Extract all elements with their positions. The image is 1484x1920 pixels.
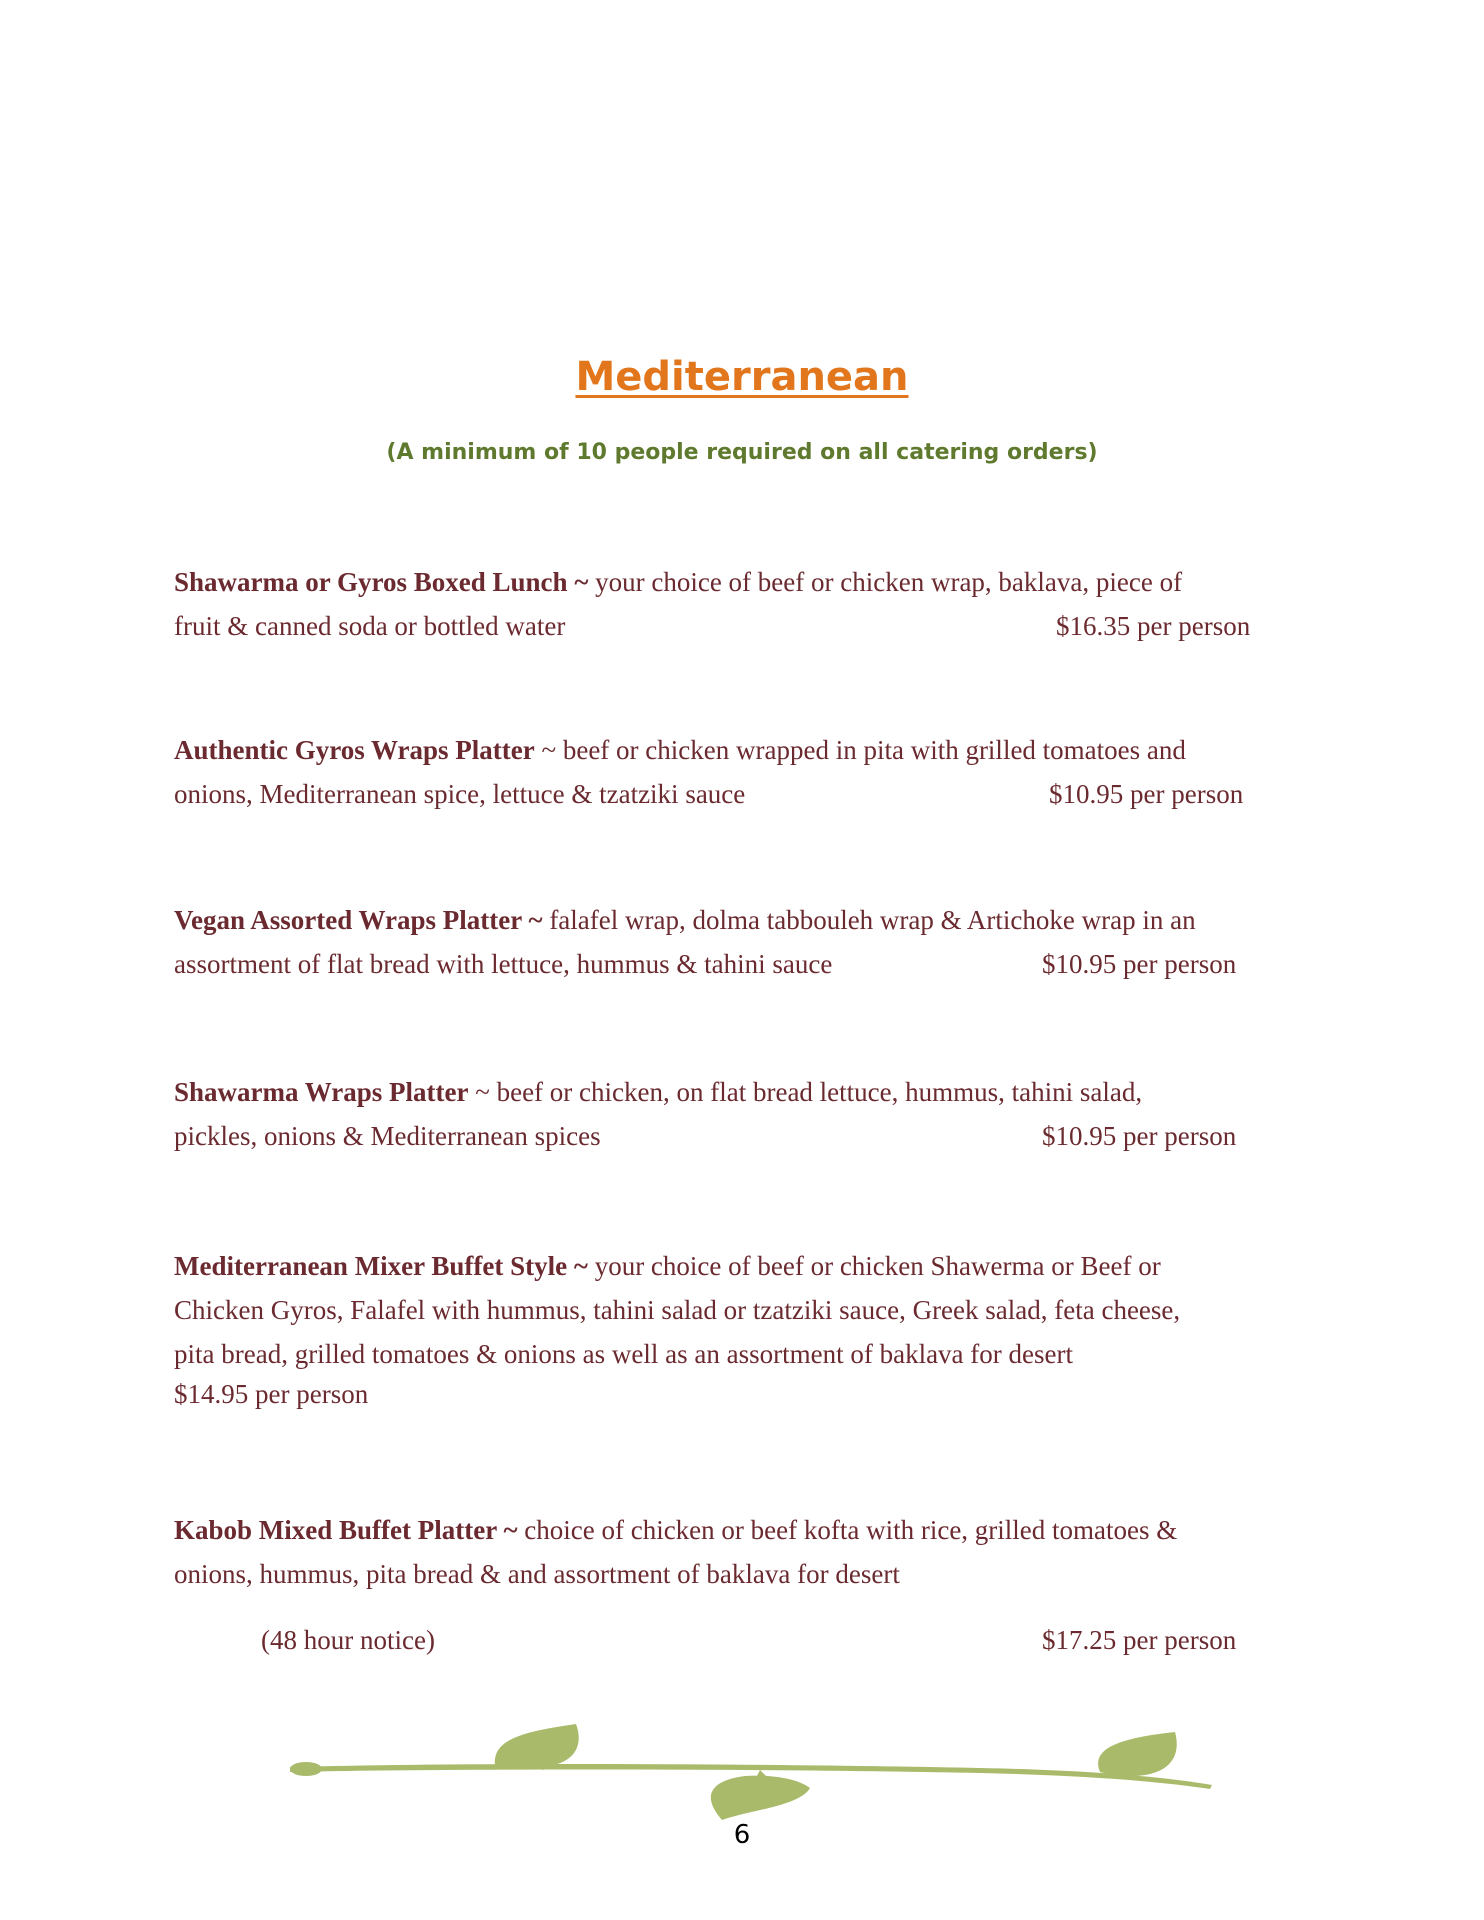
item-line xyxy=(174,560,1284,604)
minimum-order-note: (A minimum of 10 people required on all catering orders) xyxy=(386,440,1098,465)
item-price: $10.95 per person xyxy=(1042,949,1237,979)
item-name: Shawarma Wraps Platter xyxy=(174,1077,469,1107)
menu-item-shawarma-gyros-boxed-lunch xyxy=(174,560,1284,648)
menu-item-authentic-gyros-wraps-platter xyxy=(174,728,1284,816)
page-title: Mediterranean xyxy=(575,354,909,400)
item-description: fruit & canned soda or bottled water xyxy=(174,611,566,641)
item-price: $17.25 per person xyxy=(1042,1625,1237,1655)
item-description: pita bread, grilled tomatoes & onions as well as an assortment of baklava for desert xyxy=(174,1339,1073,1369)
item-line xyxy=(174,1288,1284,1332)
item-name: Shawarma or Gyros Boxed Lunch xyxy=(174,567,568,597)
item-description: your choice of beef or chicken Shawerma or Beef or xyxy=(594,1251,1161,1281)
item-separator: ~ xyxy=(534,735,563,765)
page-number: 6 xyxy=(733,1820,751,1850)
item-price: $10.95 per person xyxy=(1049,779,1244,809)
item-line xyxy=(174,1114,1284,1158)
item-line xyxy=(174,898,1284,942)
item-name: Kabob Mixed Buffet Platter xyxy=(174,1515,497,1545)
item-line xyxy=(174,1552,1284,1596)
item-separator: ~ xyxy=(521,905,550,935)
item-description: pickles, onions & Mediterranean spices xyxy=(174,1121,601,1151)
menu-item-mediterranean-mixer-buffet xyxy=(174,1244,1284,1416)
item-line xyxy=(174,728,1284,772)
item-name: Authentic Gyros Wraps Platter xyxy=(174,735,535,765)
item-line xyxy=(174,1508,1284,1552)
item-price: $14.95 per person xyxy=(174,1379,369,1409)
item-line xyxy=(174,1618,1284,1662)
item-price: $16.35 per person xyxy=(1056,611,1251,641)
menu-item-shawarma-wraps-platter xyxy=(174,1070,1284,1158)
menu-item-vegan-assorted-wraps-platter xyxy=(174,898,1284,986)
item-line xyxy=(174,772,1284,816)
item-description: falafel wrap, dolma tabbouleh wrap & Artichoke wrap in an xyxy=(549,905,1196,935)
item-line xyxy=(174,942,1284,986)
item-price: $10.95 per person xyxy=(1042,1121,1237,1151)
item-line xyxy=(174,1332,1284,1376)
item-line xyxy=(174,1070,1284,1114)
item-description: beef or chicken wrapped in pita with grilled tomatoes and xyxy=(562,735,1186,765)
item-separator: ~ xyxy=(496,1515,525,1545)
menu-item-kabob-mixed-buffet-platter xyxy=(174,1508,1284,1662)
item-description: onions, Mediterranean spice, lettuce & tzatziki sauce xyxy=(174,779,746,809)
advance-notice: (48 hour notice) xyxy=(261,1625,435,1655)
item-separator: ~ xyxy=(567,1251,595,1281)
item-line xyxy=(174,604,1284,648)
item-separator: ~ xyxy=(468,1077,497,1107)
item-line xyxy=(174,1244,1284,1288)
item-description: Chicken Gyros, Falafel with hummus, tahini salad or tzatziki sauce, Greek salad, feta cheese, xyxy=(174,1295,1181,1325)
item-description: onions, hummus, pita bread & and assortment of baklava for desert xyxy=(174,1559,900,1589)
item-description: assortment of flat bread with lettuce, hummus & tahini sauce xyxy=(174,949,833,979)
item-line xyxy=(174,1372,1284,1416)
item-name: Vegan Assorted Wraps Platter xyxy=(174,905,522,935)
item-description: beef or chicken, on flat bread lettuce, hummus, tahini salad, xyxy=(496,1077,1143,1107)
item-description: choice of chicken or beef kofta with rice, grilled tomatoes & xyxy=(524,1515,1178,1545)
item-name: Mediterranean Mixer Buffet Style xyxy=(174,1251,568,1281)
item-separator: ~ xyxy=(567,567,596,597)
item-description: your choice of beef or chicken wrap, baklava, piece of xyxy=(595,567,1183,597)
